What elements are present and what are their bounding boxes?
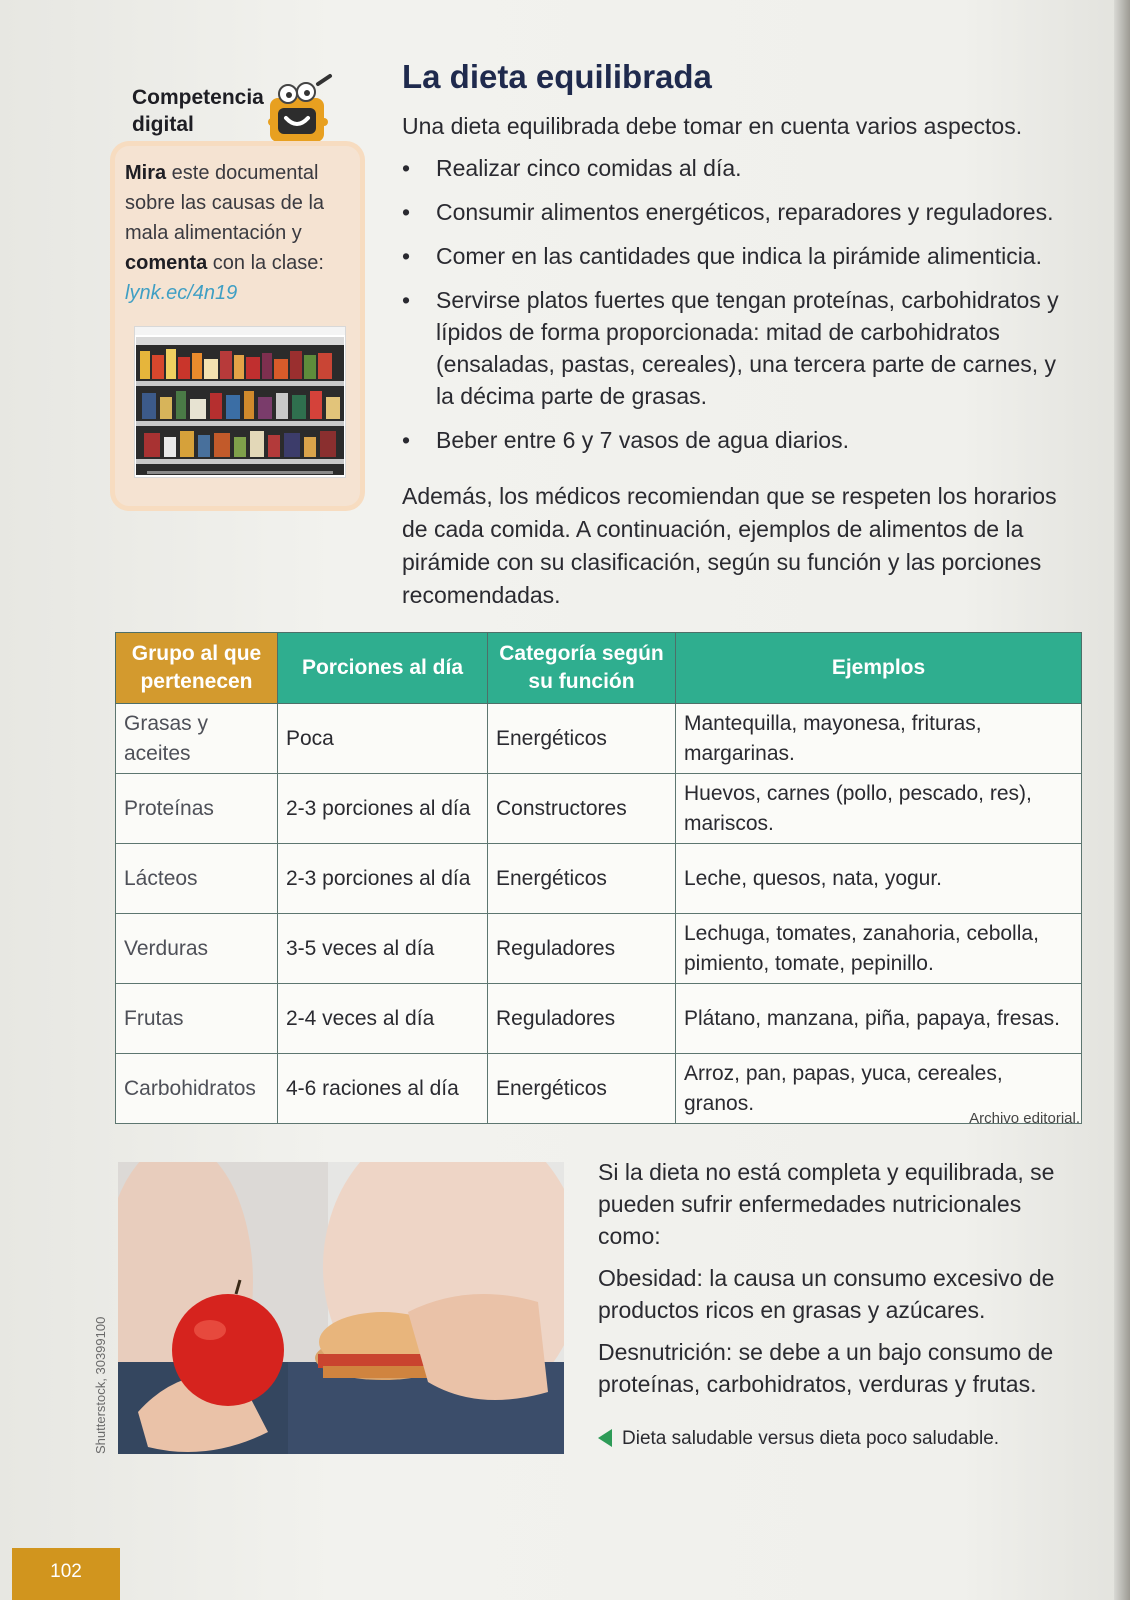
list-item: • Comer en las cantidades que indica la pirámide alimenticia. bbox=[402, 240, 1062, 272]
cell-group: Proteínas bbox=[116, 774, 278, 844]
cell-examples: Mantequilla, mayonesa, frituras, margarinas. bbox=[676, 704, 1082, 774]
cell-group: Verduras bbox=[116, 914, 278, 984]
cell-examples: Leche, quesos, nata, yogur. bbox=[676, 844, 1082, 914]
header-portions: Porciones al día bbox=[278, 633, 488, 704]
table-source: Archivo editorial. bbox=[969, 1110, 1080, 1127]
cell-portions: 2-3 porciones al día bbox=[278, 774, 488, 844]
documentary-link[interactable]: lynk.ec/4n19 bbox=[125, 282, 238, 304]
table-row bbox=[116, 704, 1082, 774]
sidebar-text bbox=[125, 158, 350, 308]
cell-category: Reguladores bbox=[488, 984, 676, 1054]
malnutrition-text: Desnutrición: se debe a un bajo consumo de proteínas, carbohidratos, verduras y frutas. bbox=[598, 1339, 1054, 1397]
table-row bbox=[116, 914, 1082, 984]
apple-vs-burger-image bbox=[118, 1162, 564, 1454]
cell-group: Grasas y aceites bbox=[116, 704, 278, 774]
photo-credit: Shutterstock, 30399100 bbox=[93, 1316, 108, 1454]
sidebar-text-part2: con la clase: bbox=[207, 252, 324, 274]
header-category: Categoría según su función bbox=[488, 633, 676, 704]
photo-caption-text: Dieta saludable versus dieta poco saludable. bbox=[622, 1428, 1000, 1449]
cell-examples: Plátano, manzana, piña, papaya, fresas. bbox=[676, 984, 1082, 1054]
page-number: 102 bbox=[12, 1548, 120, 1600]
shelf-photo-icon bbox=[136, 337, 344, 475]
cell-portions: 3-5 veces al día bbox=[278, 914, 488, 984]
sidebar-text-part1: este documental sobre las causas de la mala alimentación y bbox=[125, 162, 325, 244]
header-group: Grupo al que pertenecen bbox=[116, 633, 278, 704]
sidebar-heading bbox=[132, 84, 262, 138]
sidebar-heading-line2: digital bbox=[132, 113, 194, 136]
video-top-bar bbox=[135, 327, 345, 335]
list-item: • Servirse platos fuertes que tengan proteínas, carbohidratos y lípidos de forma proporcionada: mitad de carbohidratos (ensaladas, pastas, cereales), una tercera parte de carnes, y la décima parte de grasas. bbox=[402, 284, 1062, 412]
diseases-intro: Si la dieta no está completa y equilibrada, se pueden sufrir enfermedades nutricionales como: bbox=[598, 1159, 1055, 1249]
list-item: • Realizar cinco comidas al día. bbox=[402, 152, 1062, 184]
cell-category: Reguladores bbox=[488, 914, 676, 984]
cell-category: Constructores bbox=[488, 774, 676, 844]
cell-portions: 4-6 raciones al día bbox=[278, 1054, 488, 1124]
table-row bbox=[116, 1054, 1082, 1124]
aspects-list bbox=[402, 152, 1062, 456]
list-item: • Consumir alimentos energéticos, reparadores y reguladores. bbox=[402, 196, 1062, 228]
sidebar-heading-line1: Competencia bbox=[132, 86, 264, 109]
sidebar-bold-mira: Mira bbox=[125, 162, 167, 184]
table-row bbox=[116, 774, 1082, 844]
caption-arrow-icon bbox=[598, 1429, 612, 1447]
documentary-thumbnail[interactable] bbox=[134, 326, 346, 478]
header-examples: Ejemplos bbox=[676, 633, 1082, 704]
digital-competence-box bbox=[115, 146, 360, 506]
cell-category: Energéticos bbox=[488, 844, 676, 914]
diseases-section bbox=[598, 1156, 1078, 1410]
cell-category: Energéticos bbox=[488, 1054, 676, 1124]
list-item: • Beber entre 6 y 7 vasos de agua diarios. bbox=[402, 424, 1062, 456]
recommendation-paragraph: Además, los médicos recomiendan que se respeten los horarios de cada comida. A continuación, ejemplos de alimentos de la pirámide con su clasificación, según su función y las porciones recomendadas. bbox=[402, 483, 1057, 608]
cell-group: Carbohidratos bbox=[116, 1054, 278, 1124]
cell-group: Lácteos bbox=[116, 844, 278, 914]
intro-text: Una dieta equilibrada debe tomar en cuenta varios aspectos. bbox=[402, 113, 1023, 139]
sidebar-bold-comenta: comenta bbox=[125, 252, 208, 274]
food-groups-table bbox=[115, 632, 1082, 1124]
cell-examples: Huevos, carnes (pollo, pescado, res), mariscos. bbox=[676, 774, 1082, 844]
page-edge bbox=[1114, 0, 1130, 1600]
cell-portions: Poca bbox=[278, 704, 488, 774]
cell-examples: Lechuga, tomates, zanahoria, cebolla, pimiento, tomate, pepinillo. bbox=[676, 914, 1082, 984]
video-caption-bar bbox=[147, 471, 333, 474]
section-title: La dieta equilibrada bbox=[402, 58, 712, 95]
cell-category: Energéticos bbox=[488, 704, 676, 774]
cell-portions: 2-3 porciones al día bbox=[278, 844, 488, 914]
cell-group: Frutas bbox=[116, 984, 278, 1054]
robot-mascot-icon bbox=[262, 72, 342, 152]
obesity-text: Obesidad: la causa un consumo excesivo de productos ricos en grasas y azúcares. bbox=[598, 1265, 1055, 1323]
photo-caption bbox=[598, 1428, 999, 1450]
table-header-row bbox=[116, 633, 1082, 704]
diet-comparison-photo bbox=[118, 1162, 564, 1454]
cell-portions: 2-4 veces al día bbox=[278, 984, 488, 1054]
cell-examples: Arroz, pan, papas, yuca, cereales, granos. bbox=[676, 1054, 1082, 1124]
table-row bbox=[116, 844, 1082, 914]
table-row bbox=[116, 984, 1082, 1054]
